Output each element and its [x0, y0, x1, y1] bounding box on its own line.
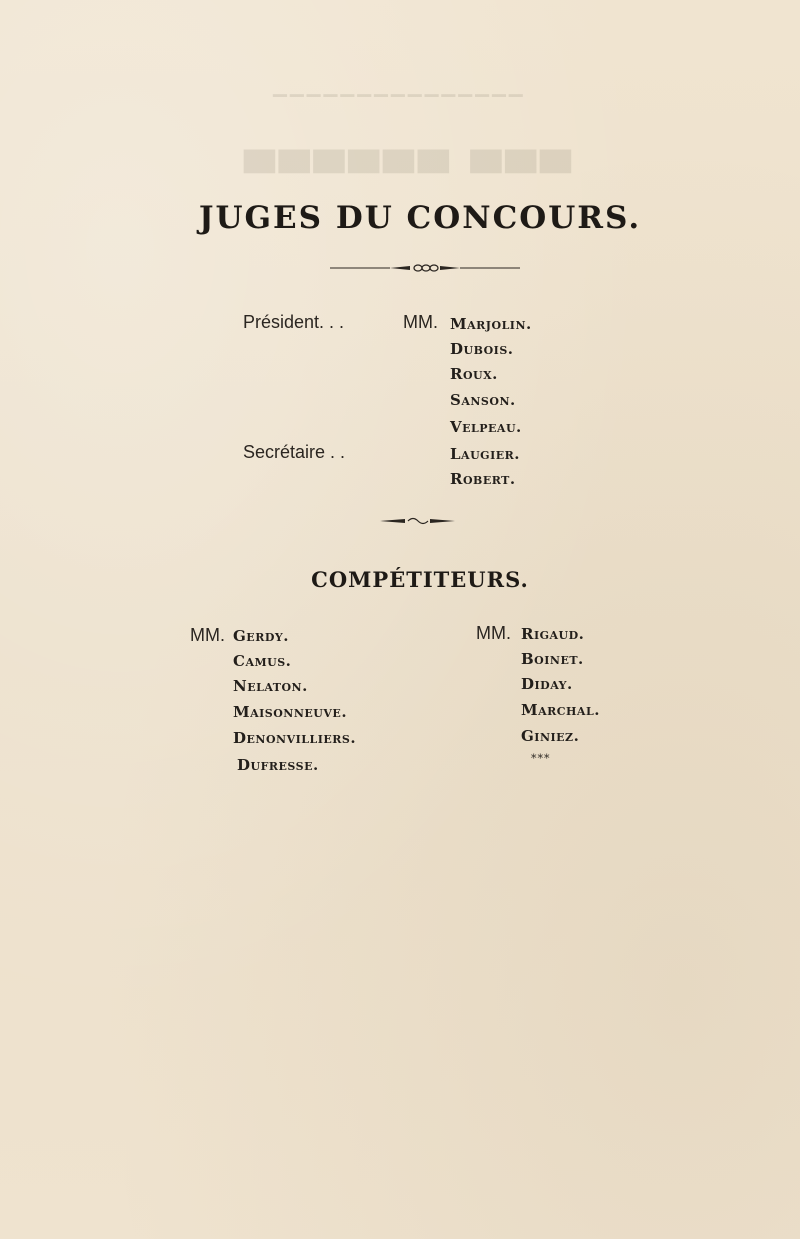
- competitor-name: Denonvilliers.: [233, 729, 357, 747]
- competitor-name: Camus.: [233, 652, 292, 670]
- bleed-through-texture: ▀▀▀ ▀▀▀▀▀▀: [240, 150, 571, 197]
- bleed-through-texture: ▔▔▔▔▔▔▔▔▔▔▔▔▔▔▔: [270, 95, 523, 116]
- judge-name: Velpeau.: [450, 418, 522, 436]
- judge-name: Dubois.: [450, 340, 514, 358]
- competitor-name: Rigaud.: [521, 625, 585, 643]
- judge-name: Robert.: [450, 470, 516, 488]
- judge-name: Roux.: [450, 365, 498, 383]
- ornament-divider: [330, 262, 520, 274]
- president-label: Président. . .: [243, 312, 345, 332]
- judge-name: Laugier.: [450, 445, 520, 463]
- competitor-name: Nelaton.: [233, 677, 308, 695]
- competitor-name: Dufresse.: [237, 756, 319, 774]
- secretary-label: Secrétaire . .: [243, 442, 346, 462]
- competitor-name: Giniez.: [521, 727, 580, 745]
- mm-label: MM.: [190, 625, 225, 645]
- judge-name: Marjolin.: [450, 315, 532, 333]
- competitor-name: Diday.: [521, 675, 573, 693]
- competitor-name: Boinet.: [521, 650, 584, 668]
- asterism: ***: [531, 752, 551, 765]
- competitor-name: Gerdy.: [233, 627, 289, 645]
- judge-name: Sanson.: [450, 391, 516, 409]
- ornament-divider: [380, 515, 455, 527]
- mm-label: MM.: [476, 623, 511, 643]
- page-title: JUGES DU CONCOURS.: [198, 200, 642, 236]
- competitors-heading: COMPÉTITEURS.: [311, 567, 529, 592]
- competitor-name: Marchal.: [521, 701, 600, 719]
- competitor-name: Maisonneuve.: [233, 703, 348, 721]
- mm-label: MM.: [403, 312, 438, 332]
